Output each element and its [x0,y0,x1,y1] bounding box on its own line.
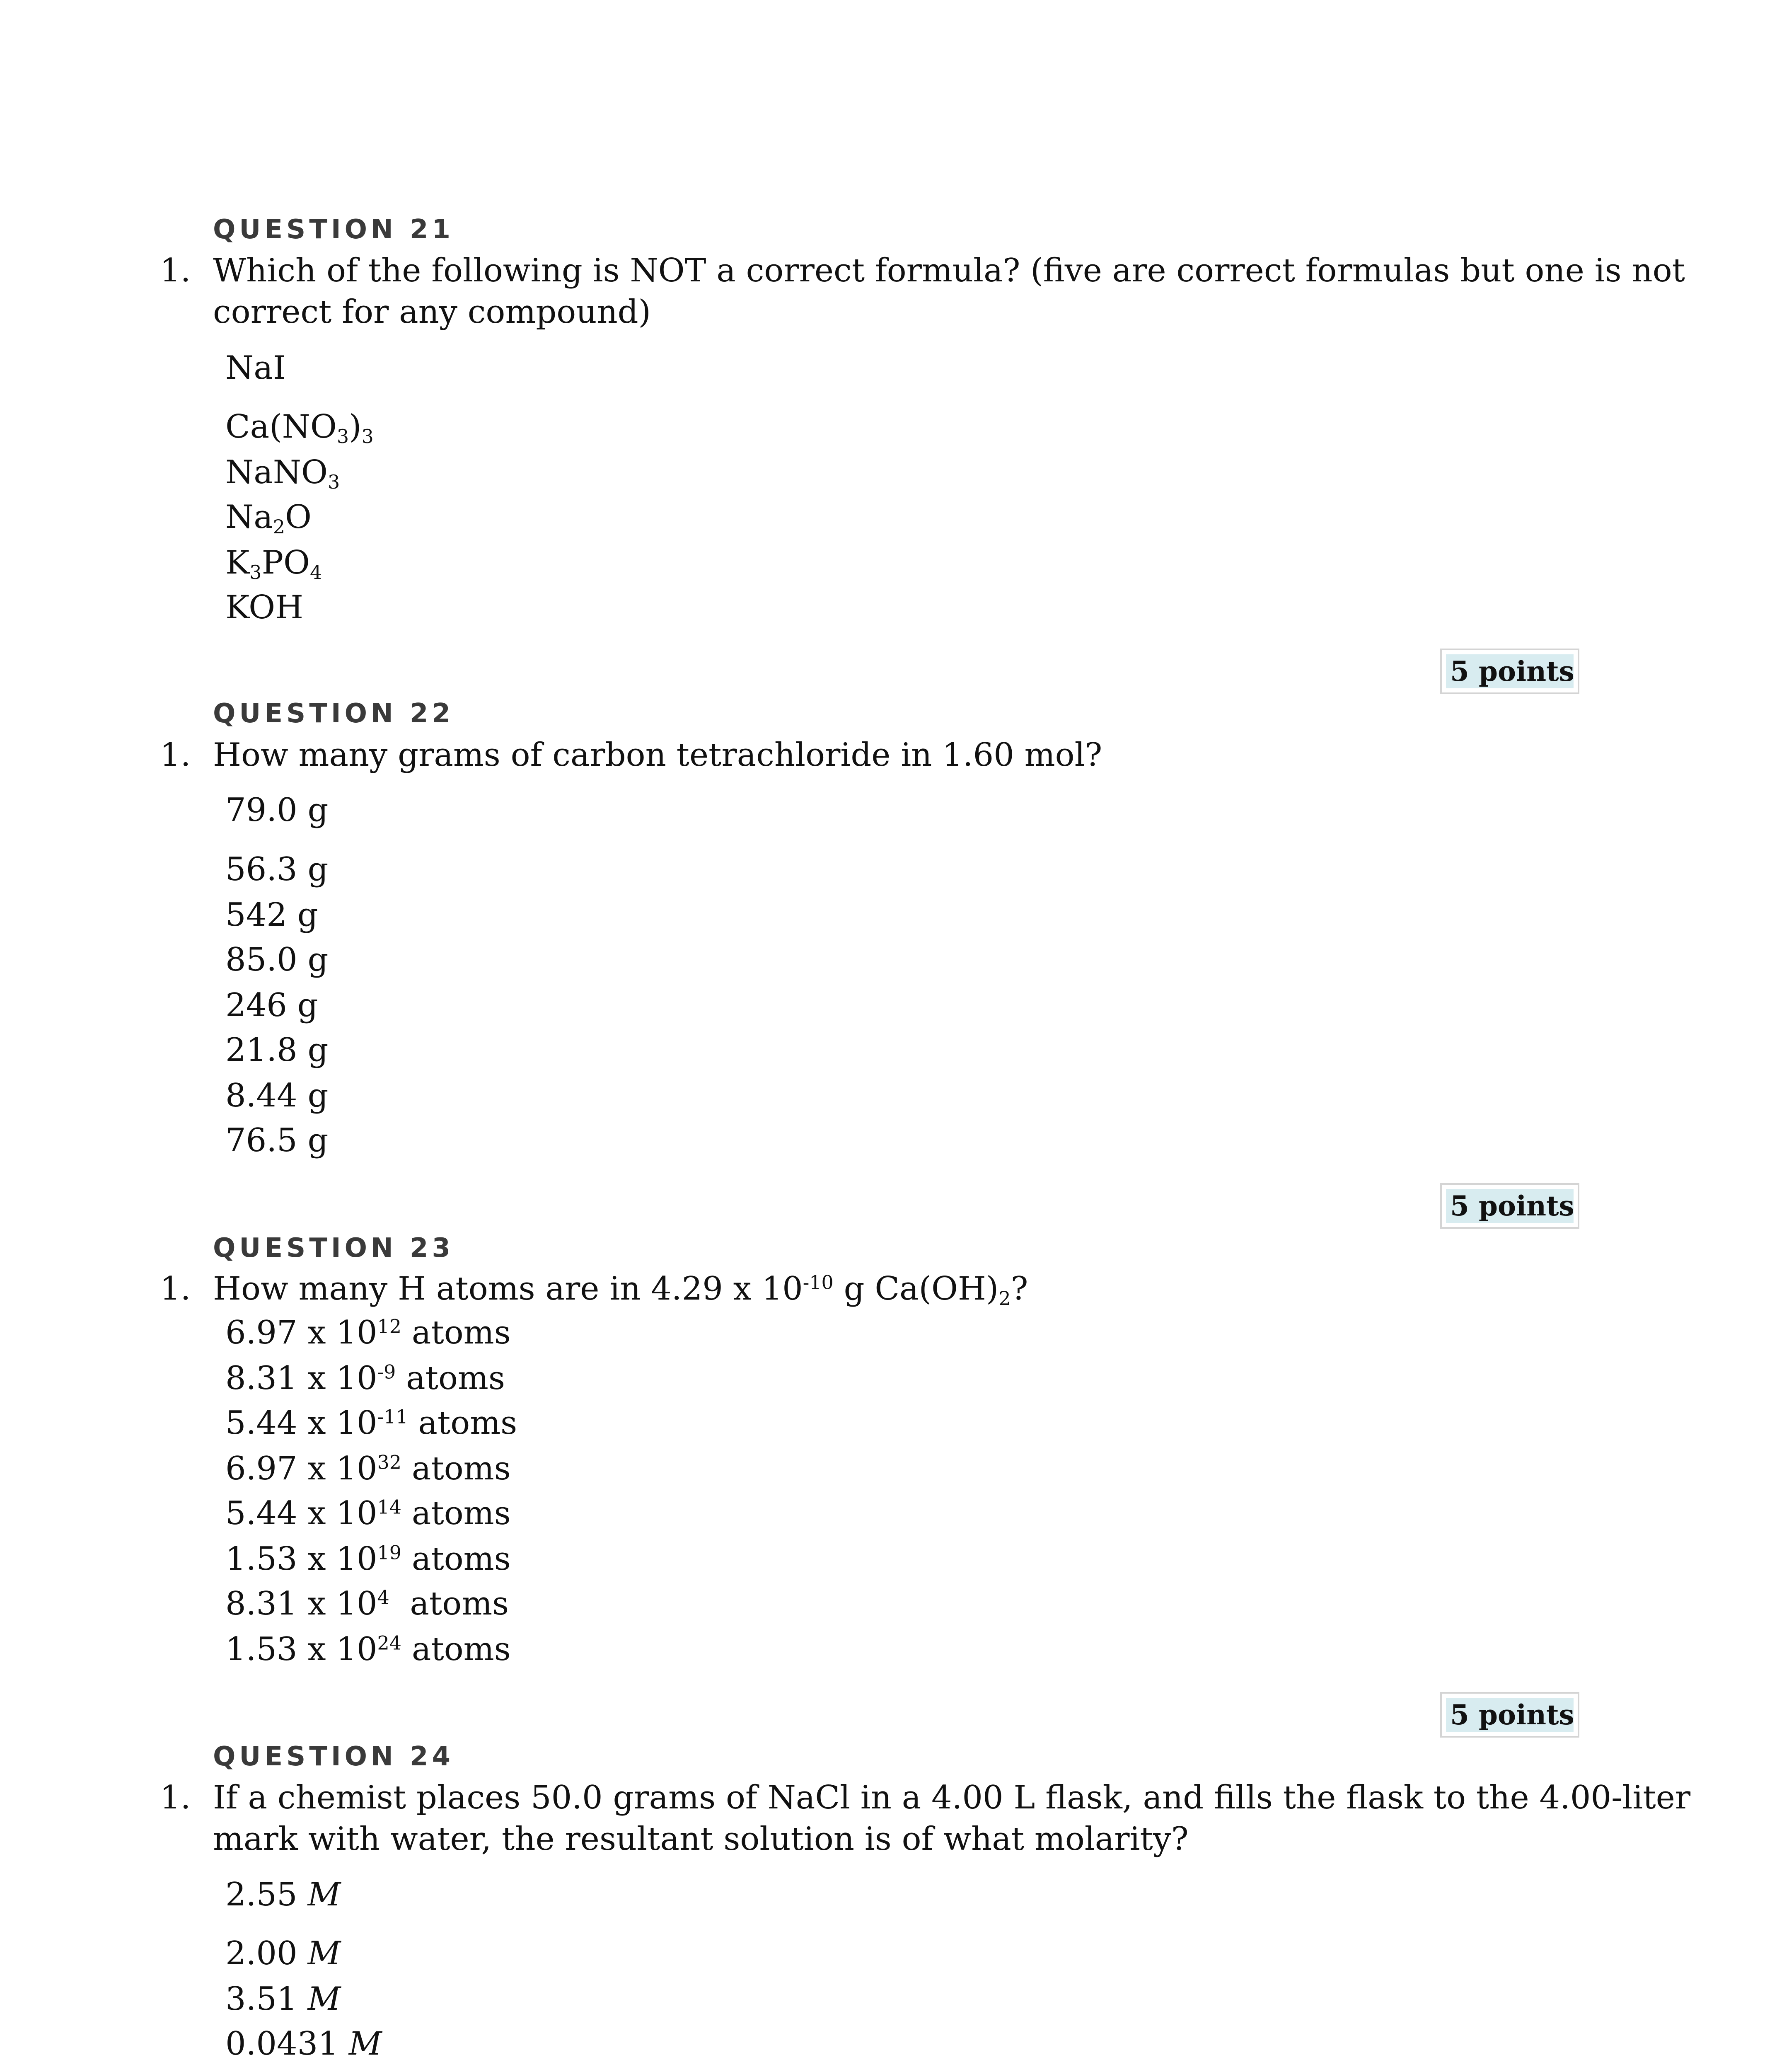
answer-option[interactable]: 79.0 g [225,792,329,829]
question-number: 1. [160,736,191,774]
answer-option[interactable]: 1.53 x $10^{19}$ atoms [225,1540,511,1578]
answer-option[interactable]: 21.8 g [225,1031,329,1069]
answer-option[interactable]: KOH [225,589,304,626]
answer-option[interactable]: 3.51 M [225,1980,341,2018]
points-badge [1440,1183,1579,1229]
question-text [213,1268,1580,1310]
points-label: 5 points [1446,1698,1574,1732]
answer-option[interactable]: $Ca(NO_3)_3$ [225,408,374,448]
answer-option[interactable]: 8.31 x $10^{-9}$ atoms [225,1360,505,1397]
answer-option[interactable]: 8.44 g [225,1077,329,1114]
points-badge [1440,1692,1579,1738]
question-text-line: Which of the following is NOT a correct formula? (five are correct formulas but one is not [213,252,1685,289]
answer-option[interactable]: 85.0 g [225,941,329,978]
answer-option[interactable]: 8.31 x $10^4$ atoms [225,1585,509,1622]
answer-option[interactable]: 246 g [225,987,318,1024]
answer-option[interactable]: 1.53 x $10^{24}$ atoms [225,1631,511,1668]
answer-option[interactable]: NaI [225,349,286,387]
answer-option[interactable]: 2.55 M [225,1876,341,1913]
question-text-line: mark with water, the resultant solution is of what molarity? [213,1820,1189,1858]
answer-option[interactable]: 6.97 x $10^{32}$ atoms [225,1450,511,1487]
question-text-line: How many grams of carbon tetrachloride in 1.60 mol? [213,736,1102,774]
question-number: 1. [160,1270,191,1307]
question-text-line: How many H atoms are in 4.29 x $10^{-10}$ g $Ca(OH)_2$? [213,1270,1028,1310]
points-label: 5 points [1446,654,1574,688]
points-label: 5 points [1446,1189,1574,1223]
answer-option[interactable]: 2.00 M [225,1935,341,1972]
question-text-line: If a chemist places 50.0 grams of NaCl in a 4.00 L flask, and fills the flask to the 4.00-liter [213,1779,1691,1816]
answer-option[interactable]: 56.3 g [225,851,329,888]
points-badge [1440,649,1579,694]
answer-option[interactable]: 5.44 x $10^{-11}$ atoms [225,1404,517,1442]
answer-option[interactable]: 542 g [225,896,318,934]
question-text [213,734,1580,776]
answer-option[interactable]: 5.44 x $10^{14}$ atoms [225,1495,511,1532]
answer-option[interactable]: $K_3PO_4$ [225,544,322,583]
answer-option[interactable]: NaNO$_3$ [225,454,340,493]
question-number: 1. [160,1779,191,1816]
question-text [213,1777,1691,1860]
answer-option[interactable]: $Na_2O$ [225,499,312,538]
question-number: 1. [160,252,191,289]
answer-option[interactable]: 6.97 x $10^{12}$ atoms [225,1314,511,1351]
question-text [213,250,1685,333]
question-heading: QUESTION 24 [213,1741,454,1772]
question-heading: QUESTION 23 [213,1233,454,1264]
question-text-line: correct for any compound) [213,293,651,331]
answer-option[interactable]: 0.0431 M [225,2025,382,2062]
answer-option[interactable]: 76.5 g [225,1122,329,1159]
question-heading: QUESTION 21 [213,214,454,245]
question-heading: QUESTION 22 [213,698,454,729]
